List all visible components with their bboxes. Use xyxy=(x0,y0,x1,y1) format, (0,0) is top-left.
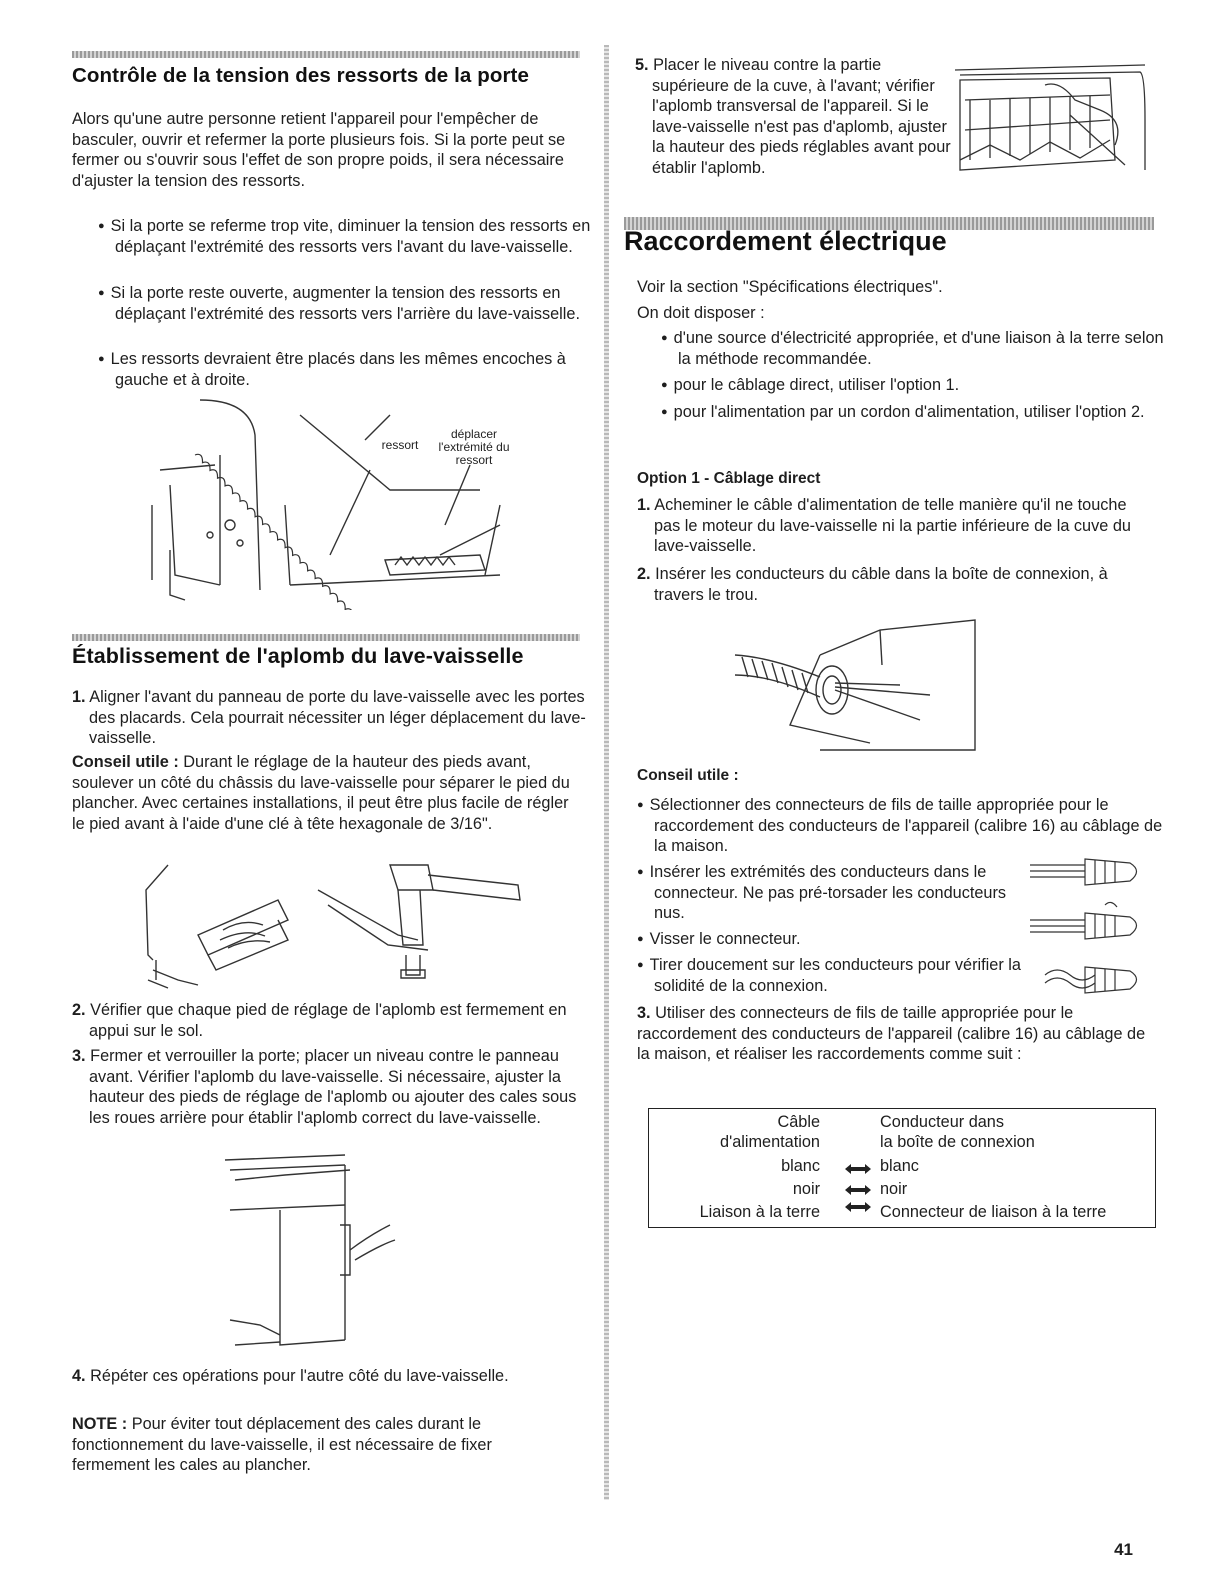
helpful-tip-label: Conseil utile : xyxy=(637,767,739,784)
bullet-icon: ● xyxy=(98,353,105,365)
table-head-right-2: la boîte de connexion xyxy=(880,1133,1035,1151)
bullet-icon: ● xyxy=(98,220,105,232)
page-number: 41 xyxy=(1114,1540,1133,1559)
bullet-icon: ● xyxy=(661,406,668,418)
table-row-left: Liaison à la terre xyxy=(699,1203,820,1221)
note: NOTE : Pour éviter tout déplacement des cales durant le fonctionnement du lave-vaisselle, il est nécessaire de fixer fermement les cales au plancher. xyxy=(72,1415,492,1474)
section-rule xyxy=(72,634,580,641)
table-row-right: blanc xyxy=(880,1157,919,1175)
tip-bullet: ● Tirer doucement sur les conducteurs pour vérifier la solidité de la connexion. xyxy=(637,956,1021,995)
label-move-spring-end: déplacer l'extrémité du ressort xyxy=(438,427,510,467)
spring-intro-text: Alors qu'une autre personne retient l'appareil pour l'empêcher de basculer, ouvrir et refermer la porte plusieurs fois. Si la porte peut se fermer ou s'ouvrir sous l'effet de son propre poids, il sera nécessaire d'ajuster la tension des ressorts. xyxy=(72,110,566,190)
option1-step-2: 2. Insérer les conducteurs du câble dans la boîte de connexion, à travers le trou. xyxy=(637,565,1108,604)
bullet-icon: ● xyxy=(637,933,644,945)
bullet-item: ● Les ressorts devraient être placés dans les mêmes encoches à gauche et à droite. xyxy=(98,350,566,389)
table-row-left: noir xyxy=(792,1180,820,1198)
door-panel-level-illustration xyxy=(220,1150,420,1350)
bullet-icon: ● xyxy=(637,959,644,971)
need-label: On doit disposer : xyxy=(637,304,765,322)
bullet-item: ● Si la porte se referme trop vite, diminuer la tension des ressorts en déplaçant l'extrémité des ressorts vers l'avant du lave-vaisselle. xyxy=(98,217,591,256)
bullet-icon: ● xyxy=(661,379,668,391)
table-row-right: Connecteur de liaison à la terre xyxy=(880,1203,1107,1221)
rack-level-illustration xyxy=(950,60,1150,200)
tip-bullet: ● Visser le connecteur. xyxy=(637,930,801,948)
section-title-leveling: Établissement de l'aplomb du lave-vaisselle xyxy=(72,644,524,668)
column-divider xyxy=(604,45,609,1500)
bullet-icon: ● xyxy=(637,799,644,811)
junction-box-illustration xyxy=(730,615,990,755)
double-arrow-icon xyxy=(845,1201,871,1213)
see-specifications: Voir la section "Spécifications électriques". xyxy=(637,278,943,296)
label-spring: ressort xyxy=(381,438,419,452)
tip-bullet: ● Sélectionner des connecteurs de fils de taille appropriée pour le raccordement des conducteurs de l'appareil (calibre 16) au câblage de la maison. xyxy=(637,796,1163,855)
option1-step-1: 1. Acheminer le câble d'alimentation de telle manière qu'il ne touche pas le moteur du lave-vaisselle ni la partie inférieure de la cuve du lave-vaisselle. xyxy=(637,496,1131,555)
table-row-left: blanc xyxy=(781,1157,820,1175)
spring-coil-icon xyxy=(161,453,388,610)
double-arrow-icon xyxy=(845,1163,871,1175)
bullet-icon: ● xyxy=(637,866,644,878)
tip-bullet: ● Insérer les extrémités des conducteurs dans le connecteur. Ne pas pré-torsader les conducteurs nus. xyxy=(637,863,1007,922)
wire-connector-illustration xyxy=(1025,855,1150,995)
option1-title: Option 1 - Câblage direct xyxy=(637,470,821,487)
helpful-tip: Conseil utile : Durant le réglage de la hauteur des pieds avant, soulever un côté du châssis du lave-vaisselle pour séparer le pied du plancher. Avec certaines installations, il peut être plus facile de régler le pied avant à l'aide d'une clé à tête hexagonale de 3/16". xyxy=(72,753,570,833)
bullet-icon: ● xyxy=(661,332,668,344)
table-head-right-1: Conducteur dans xyxy=(880,1113,1005,1131)
table-head-left-1: Câble xyxy=(777,1113,820,1131)
bullet-item: ● pour l'alimentation par un cordon d'alimentation, utiliser l'option 2. xyxy=(661,403,1145,421)
step-2: 2. Vérifier que chaque pied de réglage de l'aplomb est fermement en appui sur le sol. xyxy=(72,1001,567,1040)
double-arrow-icon xyxy=(845,1184,871,1196)
bullet-icon: ● xyxy=(98,287,105,299)
section-rule xyxy=(72,51,580,58)
bullet-item: ● Si la porte reste ouverte, augmenter la tension des ressorts en déplaçant l'extrémité des ressorts vers l'arrière du lave-vaisselle. xyxy=(98,284,580,323)
wiring-table xyxy=(648,1108,1156,1228)
step-4: 4. Répéter ces opérations pour l'autre côté du lave-vaisselle. xyxy=(72,1367,509,1385)
table-row-right: noir xyxy=(880,1180,908,1198)
section-title-electrical: Raccordement électrique xyxy=(624,226,947,256)
step-1: 1. Aligner l'avant du panneau de porte du lave-vaisselle avec les portes des placards. Cela pourrait nécessiter un léger déplacement du lave-vaisselle. xyxy=(72,688,586,747)
table-head-left-2: d'alimentation xyxy=(720,1133,820,1151)
step-5: 5. Placer le niveau contre la partie supérieure de la cuve, à l'avant; vérifier l'aplomb transversal de l'appareil. Si le lave-vaisselle n'est pas d'aplomb, ajuster la hauteur des pieds réglables avant pour établir l'aplomb. xyxy=(635,56,951,177)
section-title-spring-tension: Contrôle de la tension des ressorts de la porte xyxy=(72,64,529,87)
option1-step-3: 3. Utiliser des connecteurs de fils de taille appropriée pour le raccordement des conducteurs de l'appareil (calibre 16) au câblage de la maison, et réaliser les raccordements comme suit : xyxy=(637,1004,1146,1063)
step-3: 3. Fermer et verrouiller la porte; placer un niveau contre le panneau avant. Vérifier l'aplomb du lave-vaisselle. Si nécessaire, ajuster la hauteur des pieds de réglage de l'aplomb ou ajouter des cales sous les roues arrière pour établir l'aplomb correct du lave-vaisselle. xyxy=(72,1047,577,1127)
leveling-leg-wrench-illustration xyxy=(128,860,548,990)
bullet-item: ● d'une source d'électricité appropriée, et d'une liaison à la terre selon la méthode recommandée. xyxy=(661,329,1164,368)
bullet-item: ● pour le câblage direct, utiliser l'option 1. xyxy=(661,376,960,394)
